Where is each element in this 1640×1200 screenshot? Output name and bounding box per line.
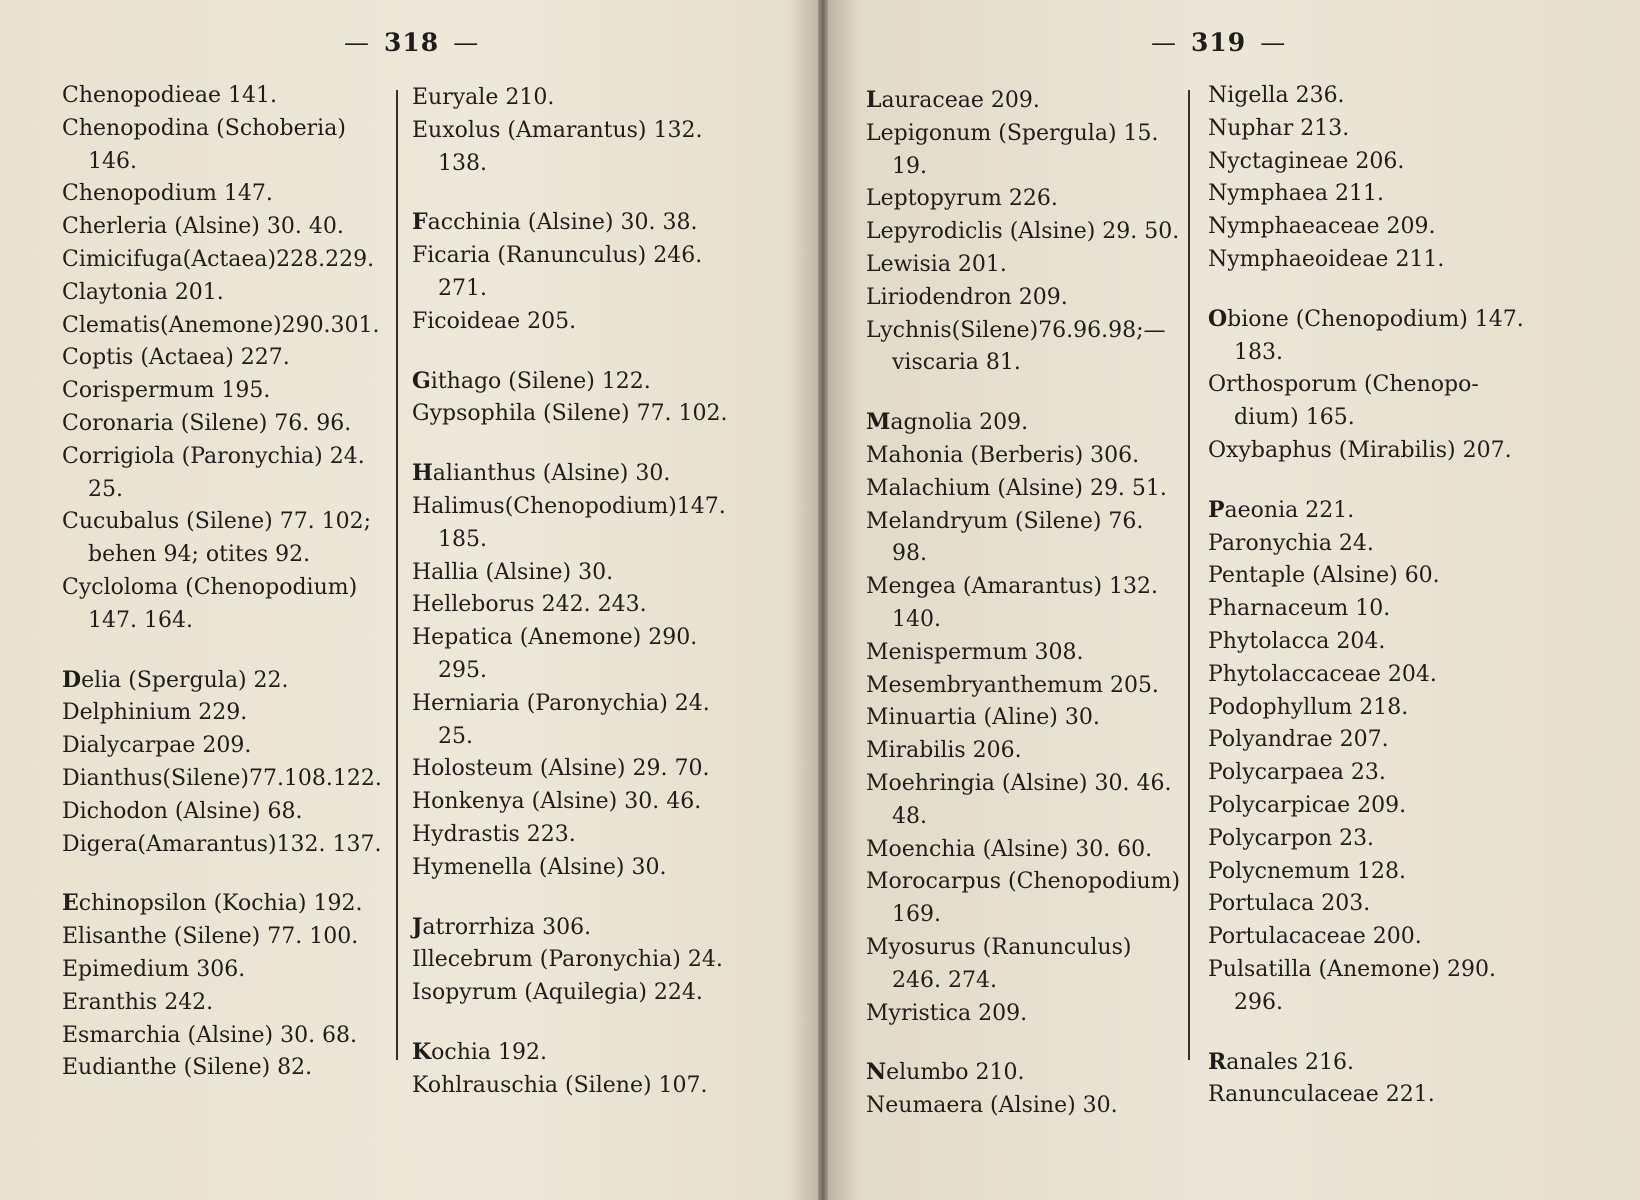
index-entry: Gypsophila (Silene) 77. 102. [412,401,728,427]
index-entry: Mesembryanthemum 205. [866,672,1159,698]
index-entry: Pharnaceum 10. [1208,596,1391,622]
section-gap [412,431,748,457]
index-entry: Nigella 236. [1208,83,1345,108]
index-entry: Nymphaeoideae 211. [1208,246,1445,272]
index-entry: Nymphaea 211. [1208,181,1385,207]
index-entry: Hepatica (Anemone) 290. 295. [412,625,698,683]
index-entry: Coptis (Actaea) 227. [62,345,290,371]
index-entry: Illecebrum (Paronychia) 24. [412,947,723,973]
index-entry: Lepyrodiclis (Alsine) 29. 50. [866,219,1180,245]
index-column-left-1 [62,80,392,1085]
section-gap [412,180,748,206]
index-entry: Moenchia (Alsine) 30. 60. [866,836,1153,862]
index-entry: Epimedium 306. [62,956,246,982]
index-entry: Ficaria (Ranunculus) 246. 271. [412,243,703,301]
index-entry: Cycloloma (Chenopodium) 147. 164. [62,574,358,633]
index-entry: Clematis(Anemone)290.301. [62,312,380,338]
index-entry: Honkenya (Alsine) 30. 46. [412,789,702,815]
section-gap [866,380,1184,406]
index-entry: Liriodendron 209. [866,284,1068,310]
page-number-left: — 318 — [344,28,480,57]
index-entry: Polycarpaea 23. [1208,760,1386,786]
index-entry: Lepigonum (Spergula) 15. 19. [866,120,1159,179]
index-entry: Leptopyrum 226. [866,186,1058,212]
index-entry: Herniaria (Paronychia) 24. 25. [412,690,710,749]
section-gap [412,339,748,365]
index-entry: Dichodon (Alsine) 68. [62,798,303,824]
index-entry: Moehringia (Alsine) 30. 46. 48. [866,770,1172,829]
index-entry: Halianthus (Alsine) 30. [412,460,671,487]
index-entry: Hydrastis 223. [412,821,576,847]
section-gap [62,861,392,887]
index-entry: Phytolaccaceae 204. [1208,661,1437,687]
section-gap [1208,277,1538,303]
right-page [826,0,1640,1200]
index-entry: Hymenella (Alsine) 30. [412,854,667,880]
index-entry: Euxolus (Amarantus) 132. 138. [412,117,703,176]
page-number-right: — 319 — [1151,28,1287,57]
index-entry: Neumaera (Alsine) 30. [866,1093,1118,1119]
index-column-left-2 [412,82,748,1103]
index-entry: Delia (Spergula) 22. [62,666,289,693]
index-entry: Esmarchia (Alsine) 30. 68. [62,1022,358,1048]
index-entry: Cherleria (Alsine) 30. 40. [62,214,344,240]
index-entry: Minuartia (Aline) 30. [866,705,1100,731]
index-entry: Githago (Silene) 122. [412,367,651,394]
index-entry: Ficoideae 205. [412,308,577,334]
index-entry: Delphinium 229. [62,700,248,726]
index-entry: Nelumbo 210. [866,1059,1025,1086]
index-entry: Kochia 192. [412,1038,547,1065]
index-entry: Mahonia (Berberis) 306. [866,442,1140,468]
index-entry: Paeonia 221. [1208,496,1355,523]
index-entry: Coronaria (Silene) 76. 96. [62,410,352,436]
index-entry: Corrigiola (Paronychia) 24. 25. [62,443,365,502]
index-entry: Orthosporum (Chenopo- dium) 165. [1208,372,1479,431]
section-gap [1208,468,1538,494]
column-divider-right [1188,90,1190,1060]
index-entry: Mengea (Amarantus) 132. 140. [866,574,1159,632]
index-entry: Pulsatilla (Anemone) 290. 296. [1208,956,1496,1015]
index-entry: Halimus(Chenopodium)147. 185. [412,493,726,552]
index-entry: Hallia (Alsine) 30. [412,559,614,585]
index-entry: Phytolacca 204. [1208,628,1386,654]
index-entry: Nymphaeaceae 209. [1208,214,1436,240]
index-entry: Cimicifuga(Actaea)228.229. [62,246,375,272]
index-entry: Chenopodina (Schoberia) 146. [62,115,346,174]
index-entry: Morocarpus (Chenopodium) 169. [866,869,1181,928]
index-entry: Podophyllum 218. [1208,694,1409,720]
section-gap [866,1030,1184,1056]
index-entry: Facchinia (Alsine) 30. 38. [412,209,698,236]
index-entry: Ranunculaceae 221. [1208,1082,1435,1108]
index-entry: Magnolia 209. [866,409,1029,436]
index-column-right-1 [866,84,1184,1123]
index-entry: Dialycarpae 209. [62,733,252,759]
index-entry: Polycnemum 128. [1208,858,1406,884]
index-entry: Polycarpicae 209. [1208,792,1407,818]
index-entry: Jatrorrhiza 306. [412,913,592,940]
index-entry: Euryale 210. [412,85,555,110]
index-entry: Myristica 209. [866,1000,1028,1026]
index-entry: Pentaple (Alsine) 60. [1208,563,1440,589]
index-entry: Corispermum 195. [62,378,271,404]
index-entry: Kohlrauschia (Silene) 107. [412,1072,708,1098]
column-divider-left [396,90,398,1060]
index-entry: Melandryum (Silene) 76. 98. [866,508,1144,567]
index-entry: Eudianthe (Silene) 82. [62,1055,313,1081]
index-entry: Nyctagineae 206. [1208,148,1405,174]
section-gap [412,1010,748,1036]
index-entry: Malachium (Alsine) 29. 51. [866,475,1167,501]
index-entry: Echinopsilon (Kochia) 192. [62,890,363,917]
index-column-right-2 [1208,80,1538,1112]
section-gap [412,885,748,911]
index-entry: Lychnis(Silene)76.96.98;— viscaria 81. [866,317,1166,376]
index-entry: Nuphar 213. [1208,115,1350,141]
index-entry: Lauraceae 209. [866,87,1040,113]
index-entry: Paronychia 24. [1208,530,1374,556]
index-entry: Portulaca 203. [1208,891,1371,917]
index-entry: Portulacaceae 200. [1208,924,1422,950]
index-entry: Eranthis 242. [62,989,214,1015]
index-entry: Obione (Chenopodium) 147. 183. [1208,305,1524,365]
index-entry: Isopyrum (Aquilegia) 224. [412,980,703,1006]
index-entry: Lewisia 201. [866,251,1007,277]
index-entry: Holosteum (Alsine) 29. 70. [412,756,710,782]
index-entry: Myosurus (Ranunculus) 246. 274. [866,934,1132,993]
index-entry: Oxybaphus (Mirabilis) 207. [1208,437,1512,463]
index-entry: Chenopodium 147. [62,181,273,207]
index-entry: Dianthus(Silene)77.108.122. [62,765,382,791]
index-entry: Polyandrae 207. [1208,727,1389,753]
index-entry: Menispermum 308. [866,639,1084,665]
index-entry: Ranales 216. [1208,1048,1355,1075]
index-entry: Chenopodieae 141. [62,83,278,108]
section-gap [62,638,392,664]
index-entry: Helleborus 242. 243. [412,592,647,618]
section-gap [1208,1020,1538,1046]
index-entry: Claytonia 201. [62,279,224,305]
index-entry: Elisanthe (Silene) 77. 100. [62,924,359,950]
index-entry: Polycarpon 23. [1208,825,1375,851]
index-entry: Digera(Amarantus)132. 137. [62,831,382,857]
index-entry: Mirabilis 206. [866,738,1022,764]
index-entry: Cucubalus (Silene) 77. 102; behen 94; otites 92. [62,509,372,568]
